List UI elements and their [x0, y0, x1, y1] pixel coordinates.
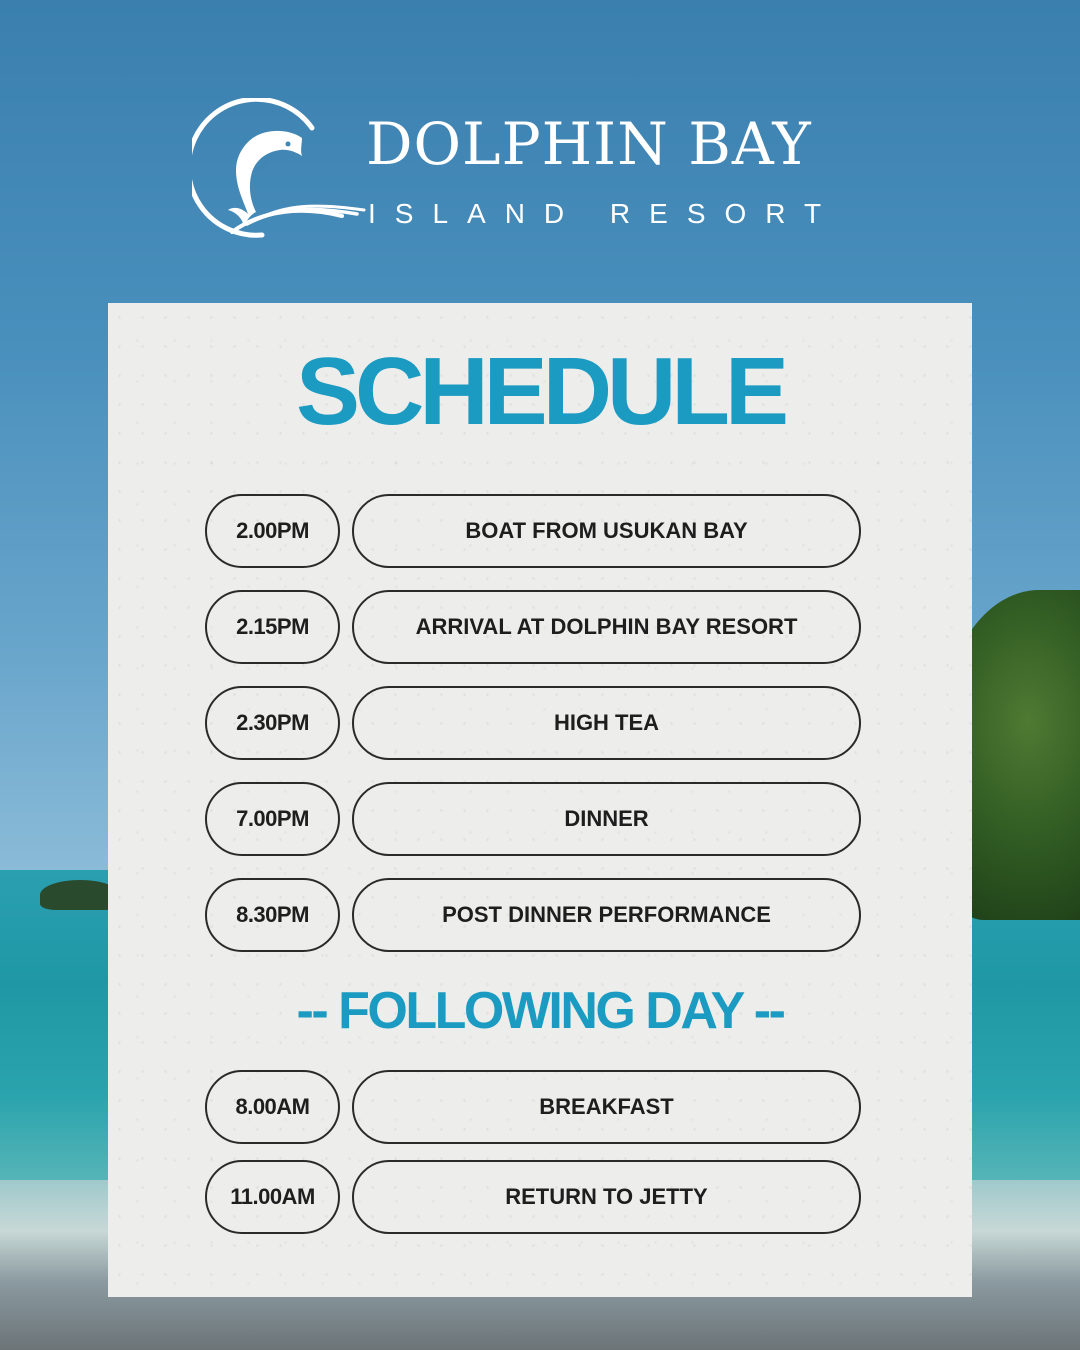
resort-logo: [192, 98, 852, 248]
time-pill: 8.00AM: [205, 1070, 340, 1144]
event-pill: BOAT FROM USUKAN BAY: [352, 494, 861, 568]
time-pill: 2.00PM: [205, 494, 340, 568]
time-pill: 7.00PM: [205, 782, 340, 856]
schedule-heading: SCHEDULE: [295, 338, 785, 445]
event-pill: BREAKFAST: [352, 1070, 861, 1144]
schedule-row: [205, 1160, 865, 1238]
time-pill: 2.15PM: [205, 590, 340, 664]
time-pill: 8.30PM: [205, 878, 340, 952]
event-pill: ARRIVAL AT DOLPHIN BAY RESORT: [352, 590, 861, 664]
schedule-row: [205, 590, 865, 668]
logo-title: DOLPHIN BAY: [366, 110, 812, 178]
schedule-row: [205, 1070, 865, 1148]
time-pill: 11.00AM: [205, 1160, 340, 1234]
time-pill: 2.30PM: [205, 686, 340, 760]
schedule-row: [205, 782, 865, 860]
dolphin-wave-icon: [192, 98, 367, 248]
schedule-row: [205, 686, 865, 764]
event-pill: HIGH TEA: [352, 686, 861, 760]
following-day-heading: -- FOLLOWING DAY --: [296, 982, 784, 1040]
event-pill: DINNER: [352, 782, 861, 856]
event-pill: POST DINNER PERFORMANCE: [352, 878, 861, 952]
schedule-row: [205, 878, 865, 956]
schedule-row: [205, 494, 865, 572]
schedule-card: [108, 303, 972, 1297]
logo-subtitle: ISLAND RESORT: [368, 198, 841, 229]
event-pill: RETURN TO JETTY: [352, 1160, 861, 1234]
